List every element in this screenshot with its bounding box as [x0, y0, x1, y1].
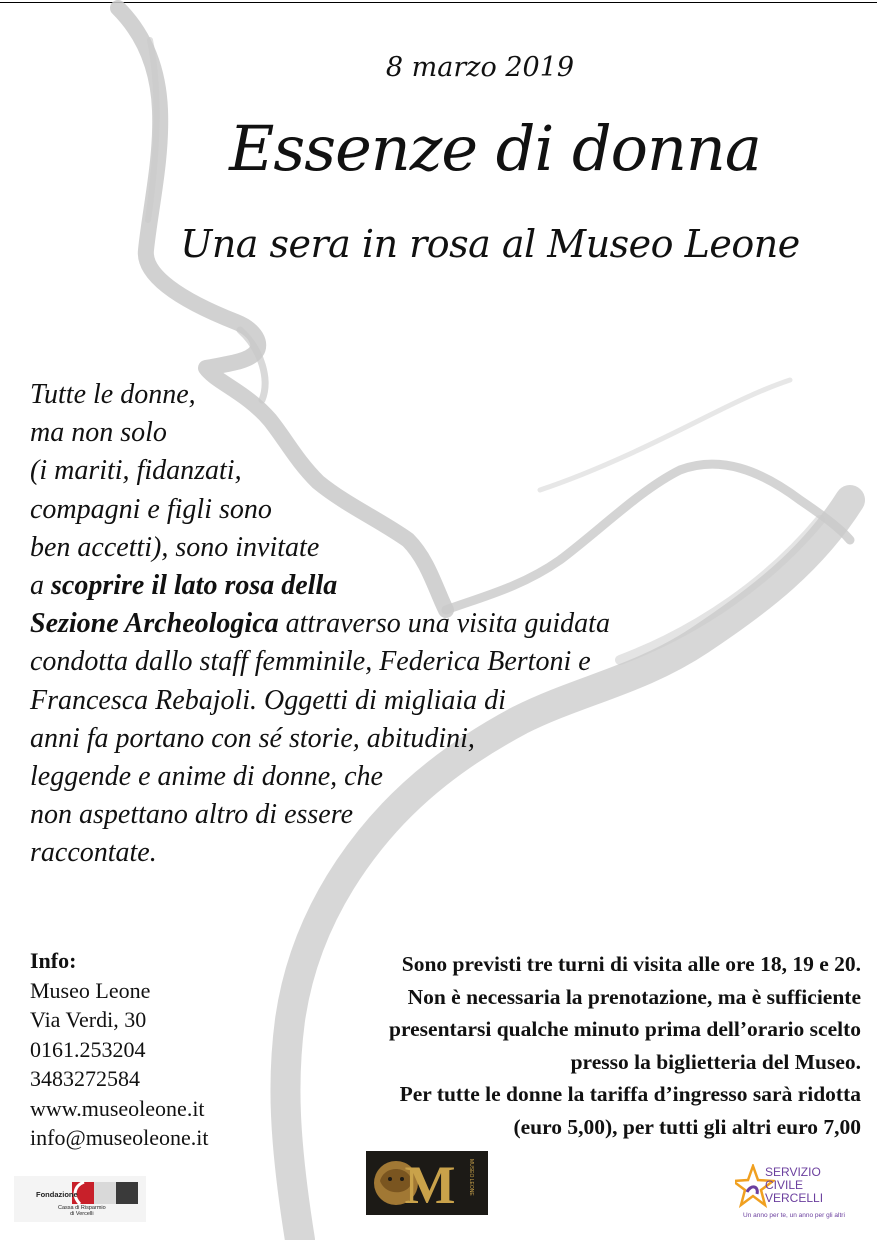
description-line: ben accetti), sono invitate	[30, 531, 320, 563]
visit-booking-note: Non è necessaria la prenotazione, ma è sufficiente	[407, 984, 861, 1009]
visit-price-note: (euro 5,00), per tutti gli altri euro 7,00	[513, 1114, 861, 1139]
museo-leone-logo	[366, 1151, 488, 1215]
fondazione-name: Fondazione	[36, 1190, 78, 1199]
description-line: Tutte le donne,	[30, 379, 196, 410]
scv-line: CIVILE	[765, 1178, 804, 1192]
description-line: compagni e figli sono	[30, 493, 272, 525]
info-email-link[interactable]: info@museoleone.it	[30, 1125, 209, 1150]
scv-line: SERVIZIO	[765, 1165, 821, 1179]
description-line: anni fa portano con sé storie, abitudini,	[30, 722, 475, 754]
info-address: Via Verdi, 30	[30, 1007, 147, 1032]
info-mobile: 3483272584	[30, 1066, 140, 1091]
museo-m-letter: M	[404, 1155, 456, 1215]
visit-booking-note: presso la biglietteria del Museo.	[570, 1049, 861, 1074]
fondazione-subtitle-line: Cassa di Risparmio	[58, 1205, 106, 1211]
museo-side-label: MUSEO LEONE	[468, 1159, 474, 1196]
info-museum-name: Museo Leone	[30, 977, 151, 1003]
visit-price-note: Per tutte le donne la tariffa d’ingresso sarà ridotta	[399, 1082, 861, 1107]
description-line	[30, 567, 750, 605]
lion-m-emblem-icon	[366, 1151, 488, 1215]
event-date: 8 marzo 2019	[385, 52, 575, 83]
info-phone: 0161.253204	[30, 1036, 146, 1062]
description-paragraph	[30, 376, 750, 873]
fondazione-subtitle-line: di Vercelli	[70, 1211, 94, 1217]
servizio-civile-tagline: Un anno per te, un anno per gli altri	[743, 1212, 845, 1219]
fondazione-logo	[14, 1176, 146, 1222]
description-line: ma non solo	[30, 417, 167, 449]
visit-times: Sono previsti tre turni di visita alle ore 18, 19 e 20.	[401, 952, 861, 976]
description-line: condotta dallo staff femminile, Federica Bertoni e	[30, 646, 591, 678]
description-line	[30, 605, 750, 643]
info-heading: Info:	[30, 948, 77, 973]
scv-line: VERCELLI	[765, 1191, 824, 1205]
description-text: attraverso una visita guidata	[278, 608, 610, 640]
servizio-civile-name	[765, 1166, 823, 1205]
description-line: non aspettano altro di essere	[30, 799, 354, 831]
event-subtitle: Una sera in rosa al Museo Leone	[180, 222, 800, 266]
fondazione-subtitle	[58, 1205, 106, 1217]
description-line: leggende e anime di donne, che	[30, 761, 383, 793]
description-line: Francesca Rebajoli. Oggetti di migliaia di	[30, 684, 506, 716]
description-line: (i mariti, fidanzati,	[30, 455, 242, 487]
info-block	[30, 946, 290, 1153]
description-highlight: scoprire il lato rosa della	[51, 570, 338, 602]
visit-booking-note: presentarsi qualche minuto prima dell’orario scelto	[389, 1017, 861, 1042]
event-title: Essenze di donna	[229, 112, 761, 185]
visit-details	[301, 948, 861, 1144]
servizio-civile-logo	[735, 1160, 847, 1226]
description-highlight: Sezione Archeologica	[30, 608, 279, 640]
description-text: a	[30, 570, 51, 602]
info-website-link[interactable]: www.museoleone.it	[30, 1095, 205, 1121]
description-line: raccontate.	[30, 837, 157, 869]
